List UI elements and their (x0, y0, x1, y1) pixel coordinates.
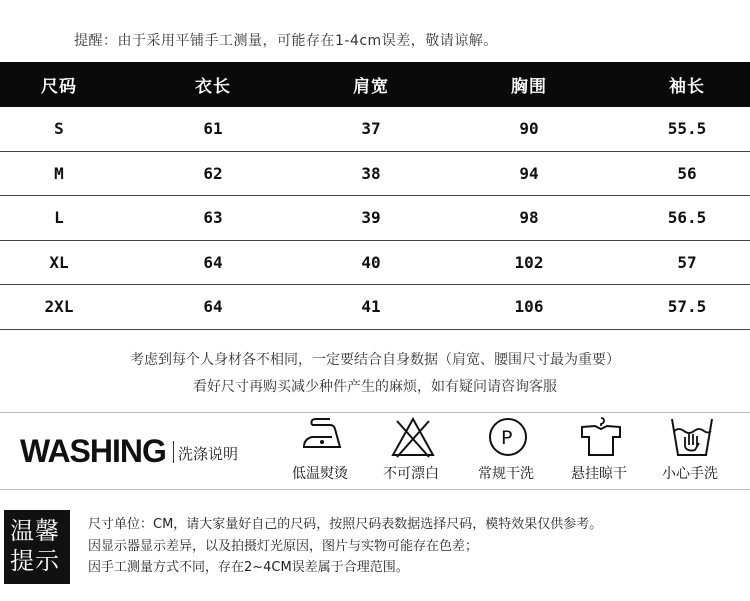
tips-text (88, 514, 602, 579)
size-table (0, 62, 750, 330)
chest-cell: 102 (514, 252, 544, 272)
chest-cell: 94 (519, 163, 539, 183)
tips-badge-line1: 温馨 (10, 517, 60, 545)
sleeve-cell: 57 (677, 252, 697, 272)
length-cell: 63 (203, 208, 223, 228)
shoulder-cell: 40 (361, 252, 381, 272)
hand-wash-icon (670, 415, 714, 459)
shoulder-cell: 41 (361, 297, 381, 317)
care-item-hang-dry (554, 413, 644, 491)
size-cell: S (54, 119, 64, 139)
dry-clean-icon (486, 415, 530, 459)
care-label-dry-clean: 常规干洗 (478, 466, 534, 482)
washing-divider (173, 441, 174, 463)
customer-service-note: 看好尺寸再购买减少种件产生的麻烦，如有疑问请咨询客服 (193, 379, 557, 395)
care-label-no-bleach: 不可漂白 (383, 466, 439, 482)
size-table-header (0, 62, 750, 107)
care-item-no-bleach (366, 413, 456, 491)
measurement-notice: 提醒：由于采用平铺手工测量，可能存在1-4cm误差，敬请谅解。 (74, 33, 498, 49)
care-item-dry-clean (461, 413, 551, 491)
size-advice-note: 考虑到每个人身材各不相同，一定要结合自身数据（肩宽、腰围尺寸最为重要） (130, 352, 620, 368)
chest-cell: 98 (519, 208, 539, 228)
header-shoulder: 肩宽 (353, 77, 389, 97)
header-length: 衣长 (195, 77, 231, 97)
care-item-iron (275, 413, 365, 491)
size-cell: XL (49, 252, 69, 272)
table-row (0, 196, 750, 241)
care-label-iron: 低温熨烫 (292, 466, 348, 482)
length-cell: 64 (203, 252, 223, 272)
length-cell: 62 (203, 163, 223, 183)
tips-badge (4, 510, 70, 584)
hang-dry-icon (579, 415, 623, 459)
iron-icon (300, 415, 344, 455)
tips-badge-line2: 提示 (10, 547, 60, 575)
washing-subtitle: 洗涤说明 (178, 445, 239, 463)
table-row (0, 285, 750, 330)
tip-line: 尺寸单位：CM，请大家量好自己的尺码，按照尺码表数据选择尺码，模特效果仅供参考。 (88, 517, 603, 532)
header-chest: 胸围 (511, 77, 547, 97)
tip-line: 因手工测量方式不同，存在2~4CM误差属于合理范围。 (88, 560, 409, 575)
care-label-hang-dry: 悬挂晾干 (571, 466, 627, 482)
table-row (0, 107, 750, 152)
svg-text:P: P (501, 427, 513, 449)
size-cell: M (54, 163, 64, 183)
sleeve-cell: 55.5 (667, 119, 707, 139)
chest-cell: 90 (519, 119, 539, 139)
size-cell: 2XL (44, 297, 74, 317)
shoulder-cell: 39 (361, 208, 381, 228)
sleeve-cell: 57.5 (667, 297, 707, 317)
no-bleach-icon (391, 415, 435, 459)
size-cell: L (54, 208, 64, 228)
tips-section (0, 510, 750, 584)
length-cell: 64 (203, 297, 223, 317)
shoulder-cell: 38 (361, 163, 381, 183)
care-label-hand-wash: 小心手洗 (662, 466, 718, 482)
washing-title: WASHING (20, 433, 166, 469)
sleeve-cell: 56 (677, 163, 697, 183)
length-cell: 61 (203, 119, 223, 139)
sleeve-cell: 56.5 (667, 208, 707, 228)
table-row (0, 152, 750, 197)
tip-line: 因显示器显示差异，以及拍摄灯光原因，图片与实物可能存在色差； (88, 538, 479, 554)
header-size: 尺码 (41, 77, 77, 97)
header-sleeve: 袖长 (669, 77, 705, 97)
shoulder-cell: 37 (361, 119, 381, 139)
chest-cell: 106 (514, 297, 544, 317)
care-item-hand-wash (645, 413, 735, 491)
washing-instructions (0, 412, 750, 490)
table-row (0, 241, 750, 286)
